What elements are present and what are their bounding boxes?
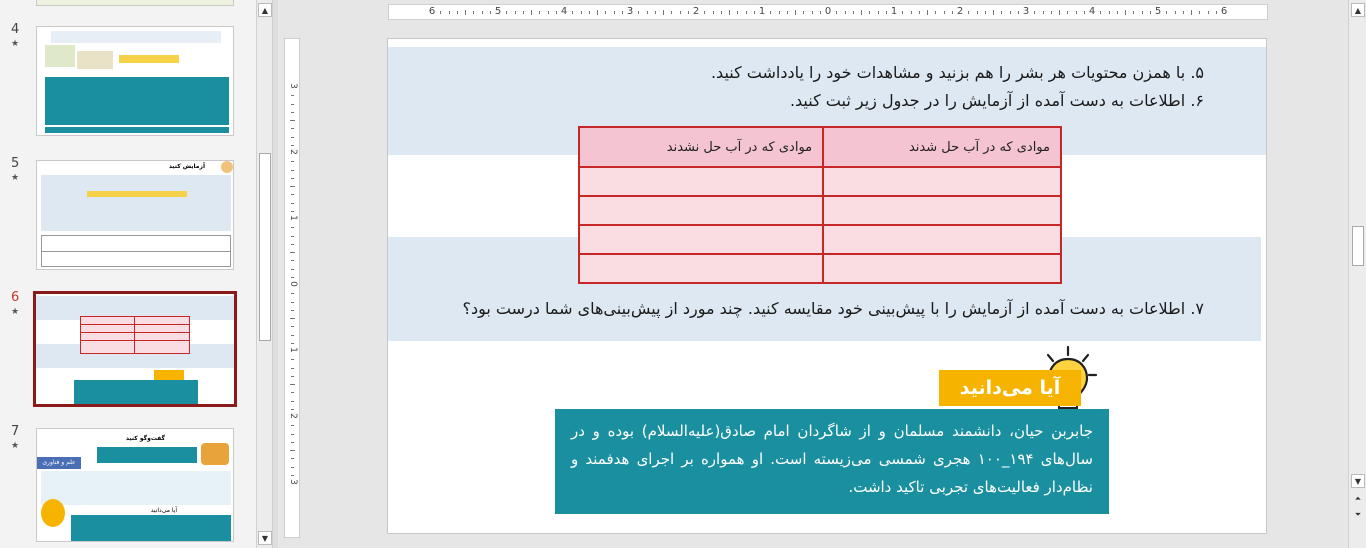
ruler-tick bbox=[291, 359, 294, 360]
ruler-tick bbox=[1199, 11, 1200, 14]
ruler-tick bbox=[746, 11, 747, 14]
ruler-tick bbox=[291, 302, 294, 303]
ruler-tick bbox=[490, 11, 491, 14]
slide-number: 7 bbox=[11, 424, 20, 439]
ruler-tick bbox=[845, 11, 846, 14]
ruler-tick bbox=[291, 244, 294, 245]
vertical-ruler[interactable] bbox=[284, 38, 300, 538]
ruler-tick bbox=[1208, 11, 1209, 14]
ruler-tick bbox=[787, 11, 788, 14]
ruler-tick bbox=[291, 326, 294, 327]
previous-slide-icon[interactable]: ⏶ bbox=[1354, 494, 1362, 503]
ruler-tick bbox=[1034, 11, 1035, 14]
ruler-tick bbox=[290, 186, 295, 187]
ruler-tick bbox=[902, 11, 903, 14]
ruler-label: 2 bbox=[288, 413, 298, 419]
ruler-tick bbox=[290, 120, 295, 121]
ruler-label: 1 bbox=[758, 6, 766, 17]
ruler-tick bbox=[291, 425, 294, 426]
ruler-tick bbox=[952, 11, 953, 14]
scroll-down-arrow-icon[interactable]: ▼ bbox=[258, 531, 272, 545]
thumbnail-scrollbar[interactable] bbox=[256, 0, 272, 548]
ruler-label: 4 bbox=[1088, 6, 1096, 17]
ruler-label: 1 bbox=[890, 6, 898, 17]
ruler-tick bbox=[688, 11, 689, 14]
ruler-tick bbox=[1059, 10, 1060, 15]
ruler-tick bbox=[291, 236, 294, 237]
table-header-dissolved[interactable]: موادی که در آب حل شدند bbox=[823, 127, 1061, 167]
slide-thumbnail-6[interactable] bbox=[33, 291, 237, 407]
step-6-text[interactable]: ۶. اطلاعات به دست آمده از آزمایش را در جدول زیر ثبت کنید. bbox=[789, 91, 1204, 110]
ruler-tick bbox=[977, 11, 978, 14]
thumbnail-badge: علم و فناوری bbox=[37, 457, 81, 469]
ruler-tick bbox=[556, 11, 557, 14]
ruler-tick bbox=[291, 376, 294, 377]
slide-thumbnail-4[interactable] bbox=[36, 26, 234, 136]
ruler-tick bbox=[754, 11, 755, 14]
scrollbar-thumb[interactable] bbox=[1352, 226, 1364, 266]
animation-star-icon: ★ bbox=[11, 441, 20, 451]
ruler-tick bbox=[1109, 11, 1110, 14]
ruler-tick bbox=[465, 10, 466, 15]
ruler-tick bbox=[1117, 11, 1118, 14]
ruler-tick bbox=[291, 401, 294, 402]
ruler-tick bbox=[820, 11, 821, 14]
slide-number: 4 bbox=[11, 22, 20, 37]
ruler-tick bbox=[704, 11, 705, 14]
ruler-tick bbox=[861, 10, 862, 15]
ruler-tick bbox=[291, 260, 294, 261]
ruler-tick bbox=[539, 11, 540, 14]
ruler-tick bbox=[721, 11, 722, 14]
ruler-tick bbox=[663, 10, 664, 15]
ruler-tick bbox=[927, 10, 928, 15]
ruler-tick bbox=[869, 11, 870, 14]
ruler-tick bbox=[1018, 11, 1019, 14]
table-cell[interactable] bbox=[823, 225, 1061, 254]
ruler-tick bbox=[911, 11, 912, 14]
ruler-tick bbox=[291, 368, 294, 369]
ruler-label: 2 bbox=[692, 6, 700, 17]
ruler-tick bbox=[291, 104, 294, 105]
ruler-tick bbox=[589, 11, 590, 14]
ruler-tick bbox=[291, 227, 294, 228]
slide-thumbnail-5[interactable] bbox=[36, 160, 234, 270]
ruler-tick bbox=[1125, 10, 1126, 15]
ruler-tick bbox=[713, 11, 714, 14]
horizontal-ruler[interactable] bbox=[388, 4, 1268, 20]
ruler-tick bbox=[729, 10, 730, 15]
ruler-tick bbox=[622, 11, 623, 14]
ruler-tick bbox=[638, 11, 639, 14]
thumbnail-subtitle: آیا می‌دانید bbox=[150, 507, 177, 514]
ruler-tick bbox=[1043, 11, 1044, 14]
scroll-up-arrow-icon[interactable]: ▲ bbox=[1351, 3, 1365, 17]
ruler-tick bbox=[291, 203, 294, 204]
animation-star-icon: ★ bbox=[11, 307, 20, 317]
table-row bbox=[579, 196, 1061, 225]
ruler-tick bbox=[655, 11, 656, 14]
ruler-tick bbox=[1100, 11, 1101, 14]
ruler-tick bbox=[1001, 11, 1002, 14]
ruler-label: 4 bbox=[560, 6, 568, 17]
ruler-tick bbox=[1084, 11, 1085, 14]
slide-canvas[interactable] bbox=[387, 38, 1267, 534]
ruler-tick bbox=[482, 11, 483, 14]
ruler-tick bbox=[614, 11, 615, 14]
ruler-tick bbox=[473, 11, 474, 14]
slide-thumbnail-pane[interactable] bbox=[0, 0, 256, 548]
ruler-tick bbox=[878, 11, 879, 14]
ruler-tick bbox=[1076, 11, 1077, 14]
ruler-tick bbox=[1051, 11, 1052, 14]
ruler-tick bbox=[531, 10, 532, 15]
ruler-tick bbox=[671, 11, 672, 14]
ruler-tick bbox=[1166, 11, 1167, 14]
table-cell[interactable] bbox=[579, 254, 823, 283]
ruler-tick bbox=[680, 11, 681, 14]
slide-thumbnail-7[interactable] bbox=[36, 428, 234, 542]
ruler-tick bbox=[290, 450, 295, 451]
ruler-tick bbox=[291, 269, 294, 270]
ruler-tick bbox=[1010, 11, 1011, 14]
ruler-tick bbox=[291, 293, 294, 294]
ruler-tick bbox=[291, 128, 294, 129]
ruler-label: 6 bbox=[1220, 6, 1228, 17]
ruler-tick bbox=[647, 11, 648, 14]
step-7-text[interactable]: ۷. اطلاعات به دست آمده از آزمایش را با پیش‌بینی خود مقایسه کنید. چند مورد از پیش‌بینی‌های شما درست بود؟ bbox=[462, 299, 1204, 318]
ruler-tick bbox=[440, 11, 441, 14]
ruler-tick bbox=[605, 11, 606, 14]
did-you-know-title[interactable]: آیا می‌دانید bbox=[939, 370, 1081, 406]
scroll-up-arrow-icon[interactable]: ▲ bbox=[258, 3, 272, 17]
ruler-tick bbox=[1216, 11, 1217, 14]
table-row bbox=[579, 254, 1061, 283]
table-cell[interactable] bbox=[823, 167, 1061, 196]
ruler-tick bbox=[597, 10, 598, 15]
animation-star-icon: ★ bbox=[11, 39, 20, 49]
ruler-label: 5 bbox=[494, 6, 502, 17]
table-cell[interactable] bbox=[579, 167, 823, 196]
ruler-tick bbox=[919, 11, 920, 14]
ruler-tick bbox=[515, 11, 516, 14]
ruler-tick bbox=[1133, 11, 1134, 14]
slide-number: 6 bbox=[11, 290, 20, 305]
ruler-tick bbox=[1142, 11, 1143, 14]
ruler-tick bbox=[291, 467, 294, 468]
slide-thumbnail-3-partial[interactable] bbox=[36, 0, 234, 6]
slide-number: 5 bbox=[11, 156, 20, 171]
ruler-label: 3 bbox=[288, 479, 298, 485]
ruler-label: 3 bbox=[288, 83, 298, 89]
ruler-tick bbox=[291, 194, 294, 195]
step-5-text[interactable]: ۵. با همزن محتویات هر بشر را هم بزنید و مشاهدات خود را یادداشت کنید. bbox=[710, 63, 1204, 82]
ruler-tick bbox=[290, 252, 295, 253]
ruler-tick bbox=[291, 335, 294, 336]
ruler-label: 5 bbox=[1154, 6, 1162, 17]
ruler-tick bbox=[1191, 10, 1192, 15]
table-header-not-dissolved[interactable]: موادی که در آب حل نشدند bbox=[579, 127, 823, 167]
table-cell[interactable] bbox=[823, 254, 1061, 283]
ruler-tick bbox=[291, 95, 294, 96]
scroll-down-arrow-icon[interactable]: ▼ bbox=[1351, 474, 1365, 488]
ruler-tick bbox=[770, 11, 771, 14]
ruler-tick bbox=[985, 11, 986, 14]
ruler-label: 0 bbox=[824, 6, 832, 17]
thumbnail-title: آزمایش کنید bbox=[168, 163, 205, 170]
ruler-tick bbox=[291, 170, 294, 171]
ruler-tick bbox=[457, 11, 458, 14]
ruler-tick bbox=[812, 11, 813, 14]
animation-star-icon: ★ bbox=[11, 173, 20, 183]
ruler-tick bbox=[1175, 11, 1176, 14]
table-row bbox=[579, 225, 1061, 254]
ruler-tick bbox=[291, 458, 294, 459]
ruler-tick bbox=[581, 11, 582, 14]
table-cell[interactable] bbox=[823, 196, 1061, 225]
did-you-know-text[interactable]: جابربن حیان، دانشمند مسلمان و از شاگردان امام صادق(علیه‌السلام) بوده و در سال‌های ۱۹۴_۱۰۰ هجری شمسی می‌زیسته است. او همواره بر اجرای هدفمند و نظام‌دار فعالیت‌های تجربی تاکید داشت. bbox=[555, 409, 1109, 514]
ruler-label: 6 bbox=[428, 6, 436, 17]
ruler-label: 1 bbox=[288, 347, 298, 353]
ruler-label: 2 bbox=[288, 149, 298, 155]
ruler-tick bbox=[449, 11, 450, 14]
ruler-tick bbox=[291, 442, 294, 443]
ruler-tick bbox=[795, 10, 796, 15]
next-slide-icon[interactable]: ⏷ bbox=[1354, 510, 1362, 519]
ruler-tick bbox=[572, 11, 573, 14]
ruler-tick bbox=[506, 11, 507, 14]
ruler-tick bbox=[523, 11, 524, 14]
table-cell[interactable] bbox=[579, 196, 823, 225]
ruler-tick bbox=[1067, 11, 1068, 14]
ruler-tick bbox=[737, 11, 738, 14]
ruler-tick bbox=[968, 11, 969, 14]
table-row bbox=[579, 167, 1061, 196]
ruler-tick bbox=[291, 112, 294, 113]
scrollbar-thumb[interactable] bbox=[259, 153, 271, 341]
ruler-tick bbox=[836, 11, 837, 14]
ruler-label: 3 bbox=[626, 6, 634, 17]
ruler-tick bbox=[886, 11, 887, 14]
ruler-label: 2 bbox=[956, 6, 964, 17]
ruler-tick bbox=[291, 392, 294, 393]
results-table[interactable] bbox=[578, 126, 1062, 284]
ruler-tick bbox=[853, 11, 854, 14]
ruler-label: 3 bbox=[1022, 6, 1030, 17]
ruler-tick bbox=[1150, 11, 1151, 14]
ruler-tick bbox=[291, 310, 294, 311]
table-cell[interactable] bbox=[579, 225, 823, 254]
ruler-tick bbox=[291, 178, 294, 179]
ruler-tick bbox=[993, 10, 994, 15]
ruler-tick bbox=[291, 161, 294, 162]
ruler-tick bbox=[803, 11, 804, 14]
ruler-tick bbox=[944, 11, 945, 14]
ruler-tick bbox=[290, 384, 295, 385]
ruler-tick bbox=[291, 434, 294, 435]
ruler-label: 1 bbox=[288, 215, 298, 221]
thumbnail-title: گفت‌وگو کنید bbox=[125, 435, 165, 442]
pane-splitter[interactable] bbox=[272, 0, 278, 548]
slide-scrollbar[interactable] bbox=[1348, 0, 1366, 548]
ruler-tick bbox=[935, 11, 936, 14]
ruler-tick bbox=[290, 318, 295, 319]
ruler-tick bbox=[291, 137, 294, 138]
ruler-tick bbox=[548, 11, 549, 14]
ruler-label: 0 bbox=[288, 281, 298, 287]
ruler-tick bbox=[779, 11, 780, 14]
ruler-tick bbox=[1183, 11, 1184, 14]
